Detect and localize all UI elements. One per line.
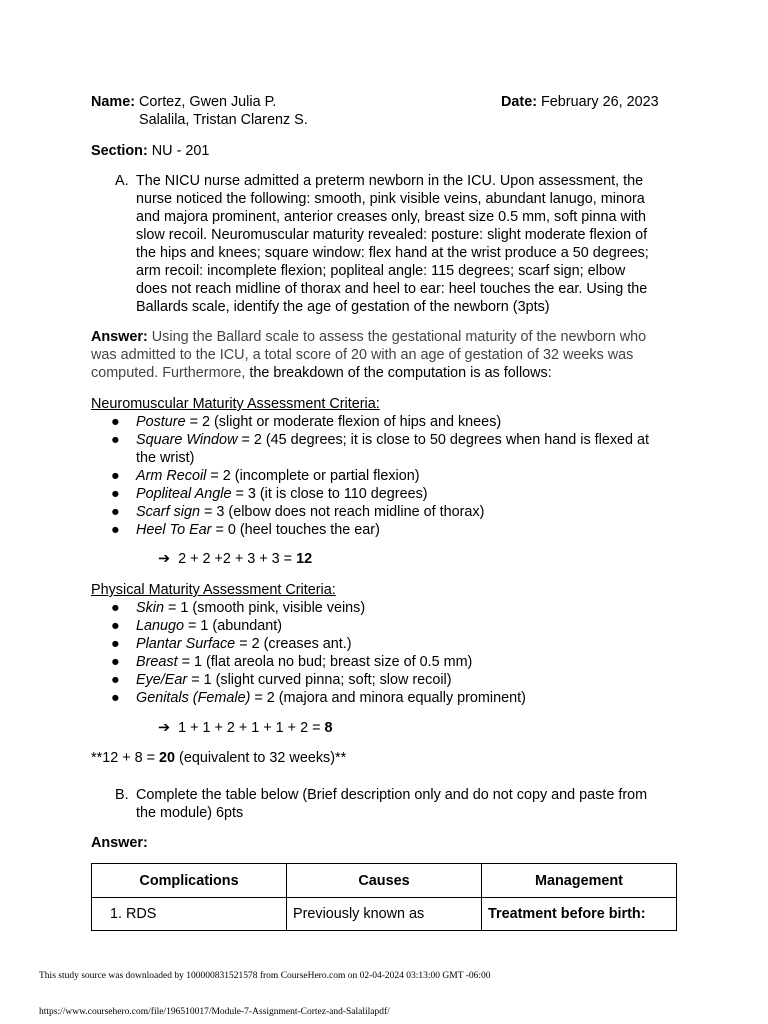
table-header-row (92, 864, 677, 898)
criterion-term: Lanugo (136, 618, 189, 634)
question-a-line: slow recoil. Neuromuscular maturity revealed: posture: slight moderate flexion of (136, 227, 648, 243)
criterion-term: Arm Recoil (136, 468, 207, 484)
cell-cause: Previously known as (287, 898, 482, 931)
question-a-line: nurse noticed the following: smooth, pink visible veins, abundant lanugo, minora (136, 191, 645, 207)
criterion-term: Popliteal Angle (136, 486, 232, 502)
answer-a-line1: Using the Ballard scale to assess the gestational maturity of the newborn who (151, 329, 647, 345)
question-b-text (136, 786, 647, 822)
sum-total: 8 (324, 720, 333, 736)
criterion-value: = 2 (majora and minora equally prominent) (250, 690, 526, 706)
col-complications: Complications (92, 864, 287, 898)
question-a-text (136, 172, 681, 316)
answer-a (91, 328, 646, 382)
answer-a-line3: the breakdown of the computation is as follows: (249, 365, 552, 381)
criterion-value: = 2 (creases ant.) (239, 636, 352, 652)
date-line (501, 93, 659, 111)
criterion-value: = 3 (it is close to 110 degrees) (231, 486, 428, 502)
sum-total: 12 (296, 551, 313, 567)
list-item: ● Scarf sign = 3 (elbow does not reach midline of thorax) (111, 504, 485, 520)
section-value: NU - 201 (151, 143, 210, 159)
criterion-value: = 2 (incomplete or partial flexion) (206, 468, 420, 484)
criterion-term: Genitals (Female) (136, 690, 251, 706)
source-url[interactable]: https://www.coursehero.com/file/196510017/Module-7-Assignment-Cortez-and-Salalilapdf/ (39, 1007, 390, 1017)
question-a-line: The NICU nurse admitted a preterm newborn in the ICU. Upon assessment, the (136, 173, 644, 189)
criterion-wrap: the wrist) (136, 450, 195, 466)
neuromuscular-sum (158, 550, 312, 568)
neuromuscular-list (91, 413, 691, 539)
sum-expression: 2 + 2 +2 + 3 + 3 = (178, 551, 297, 567)
list-item: ● Genitals (Female) = 2 (majora and minora equally prominent) (111, 690, 526, 706)
physical-list (91, 599, 691, 707)
criterion-term: Breast (136, 654, 178, 670)
answer-b-label (91, 834, 148, 852)
question-b-line1: Complete the table below (Brief description only and do not copy and paste from (136, 787, 648, 803)
criterion-term: Scarf sign (136, 504, 200, 520)
table-row (92, 898, 677, 931)
name-line (91, 93, 276, 111)
list-item: ● Plantar Surface = 2 (creases ant.) (111, 636, 352, 652)
total-score (91, 749, 346, 767)
section-label: Section: (91, 143, 148, 159)
col-causes: Causes (287, 864, 482, 898)
name-label: Name: (91, 94, 135, 110)
list-item: ● Eye/Ear = 1 (slight curved pinna; soft; slow recoil) (111, 672, 452, 688)
total-suffix: (equivalent to 32 weeks)** (175, 750, 347, 766)
list-item: ● Heel To Ear = 0 (heel touches the ear) (111, 522, 380, 538)
criterion-term: Heel To Ear (136, 522, 216, 538)
arrow-icon: ➔ (158, 551, 171, 567)
criterion-value: = 1 (slight curved pinna; soft; slow recoil) (187, 672, 452, 688)
question-a-line: arm recoil: incomplete flexion; popliteal angle: 115 degrees; scarf sign; elbow (136, 263, 626, 279)
list-item: ● Skin = 1 (smooth pink, visible veins) (111, 600, 366, 616)
answer-a-line3-grey: computed. Furthermore, (91, 365, 250, 381)
date-label: Date: (501, 94, 537, 110)
criterion-value: = 1 (abundant) (188, 618, 283, 634)
arrow-icon: ➔ (158, 720, 171, 736)
question-a-line: and majora prominent, anterior creases only, breast size 0.5 mm, soft pinna with (136, 209, 647, 225)
answer-b-label-text: Answer: (91, 835, 148, 851)
criterion-term: Skin (136, 600, 164, 616)
question-a-line: Ballards scale, identify the age of gestation of the newborn (3pts) (136, 299, 550, 315)
neuromuscular-heading: Neuromuscular Maturity Assessment Criteria: (91, 396, 380, 412)
question-a-line: does not reach midline of thorax and heel to ear: heel touches the ear. Using the (136, 281, 648, 297)
date-value: February 26, 2023 (540, 94, 659, 110)
cell-management: Treatment before birth: (482, 898, 677, 931)
criterion-value: = 3 (elbow does not reach midline of thorax) (200, 504, 485, 520)
student-name-2: Salalila, Tristan Clarenz S. (139, 112, 308, 128)
question-b-marker: B. (115, 787, 129, 803)
complications-table (91, 863, 677, 931)
list-item: ● Lanugo = 1 (abundant) (111, 618, 283, 634)
criterion-value: = 1 (smooth pink, visible veins) (164, 600, 366, 616)
list-item: ● Square Window = 2 (45 degrees; it is close to 50 degrees when hand is flexed at the wrist) (111, 432, 650, 466)
download-notice: This study source was downloaded by 100000831521578 from CourseHero.com on 02-04-2024 03:13:00 GMT -06:00 (39, 971, 491, 981)
student-name-1: Cortez, Gwen Julia P. (139, 94, 277, 110)
list-item: ● Posture = 2 (slight or moderate flexion of hips and knees) (111, 414, 502, 430)
answer-a-label: Answer: (91, 329, 148, 345)
criterion-term: Square Window (136, 432, 242, 448)
total-prefix: **12 + 8 = (91, 750, 160, 766)
list-item: ● Popliteal Angle = 3 (it is close to 110 degrees) (111, 486, 428, 502)
criterion-value: = 1 (flat areola no bud; breast size of 0.5 mm) (177, 654, 473, 670)
col-management: Management (482, 864, 677, 898)
criterion-value: = 2 (45 degrees; it is close to 50 degrees when hand is flexed at (241, 432, 650, 448)
criterion-value: = 0 (heel touches the ear) (215, 522, 380, 538)
total-value: 20 (159, 750, 176, 766)
question-a-line: the hips and knees; square window: flex hand at the wrist produce a 50 degrees; (136, 245, 649, 261)
section-line (91, 142, 209, 160)
question-a-marker: A. (115, 173, 129, 189)
sum-expression: 1 + 1 + 2 + 1 + 1 + 2 = (178, 720, 325, 736)
cell-complication: 1. RDS (92, 898, 287, 931)
criterion-term: Posture (136, 414, 186, 430)
list-item: ● Breast = 1 (flat areola no bud; breast size of 0.5 mm) (111, 654, 473, 670)
criterion-term: Plantar Surface (136, 636, 240, 652)
answer-a-line2: was admitted to the ICU, a total score of 20 with an age of gestation of 32 weeks was (91, 347, 634, 363)
physical-heading: Physical Maturity Assessment Criteria: (91, 582, 336, 598)
criterion-value: = 2 (slight or moderate flexion of hips and knees) (185, 414, 502, 430)
physical-sum (158, 719, 333, 737)
list-item: ● Arm Recoil = 2 (incomplete or partial flexion) (111, 468, 420, 484)
criterion-term: Eye/Ear (136, 672, 188, 688)
question-b-line2: the module) 6pts (136, 805, 244, 821)
